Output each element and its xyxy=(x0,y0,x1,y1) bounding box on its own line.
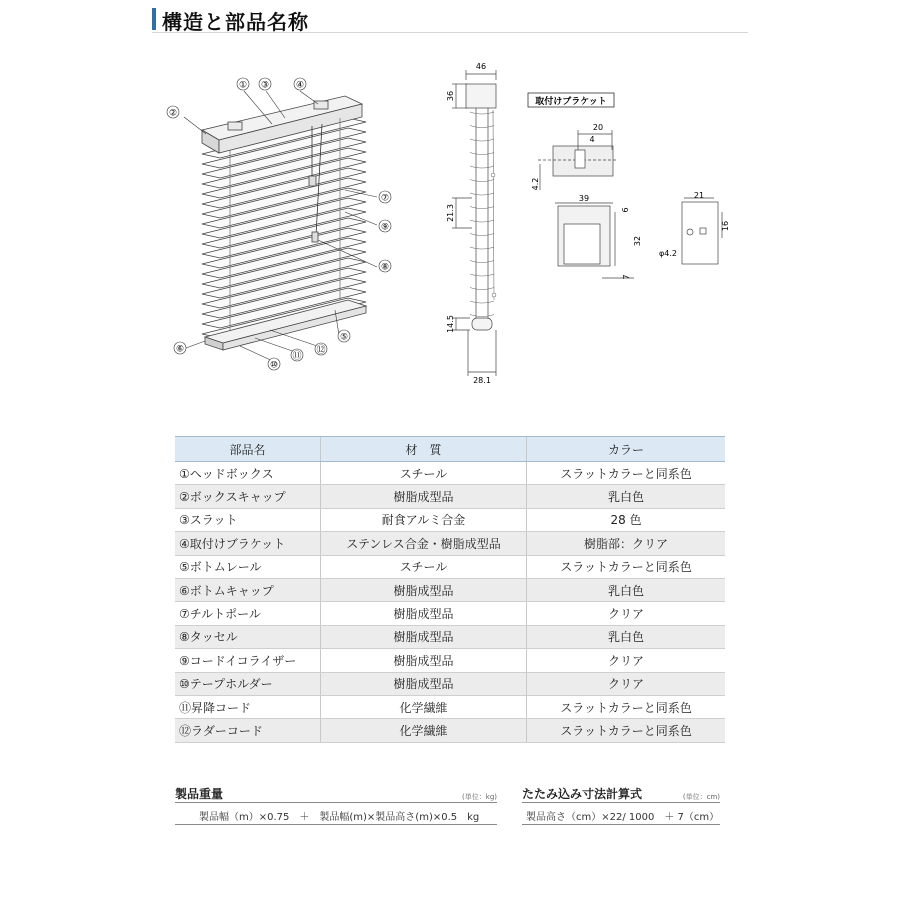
material-cell: 化学繊維 xyxy=(321,695,527,718)
dim-ladder-pitch: 21.3 xyxy=(446,204,455,222)
header-color: カラー xyxy=(527,437,726,462)
stack-divider xyxy=(522,802,720,803)
table-row xyxy=(175,578,725,601)
dim-hole: φ4.2 xyxy=(659,249,677,258)
dim-21: 21 xyxy=(693,191,705,200)
page-title: 構造と部品名称 xyxy=(162,10,309,34)
part-name-cell: ①ヘッドボックス xyxy=(175,462,321,485)
stack-bottom-rule xyxy=(522,824,720,825)
table-row xyxy=(175,625,725,648)
table-row xyxy=(175,695,725,718)
part-name-cell: ⑪昇降コード xyxy=(175,695,321,718)
part-name-cell: ⑦チルトポール xyxy=(175,602,321,625)
color-cell: クリア xyxy=(527,602,726,625)
side-profile-diagram xyxy=(440,58,510,390)
callout-label: ⑦ xyxy=(380,193,390,204)
side-slat xyxy=(470,301,494,303)
side-slat xyxy=(470,315,494,317)
table-header-row xyxy=(175,437,725,462)
table-row xyxy=(175,649,725,672)
bracket-label: 取付けブラケット xyxy=(535,97,607,107)
side-slat xyxy=(470,139,494,141)
material-cell: 樹脂成型品 xyxy=(321,485,527,508)
dim-6: 6 xyxy=(621,207,630,213)
header-part-name: 部品名 xyxy=(175,437,321,462)
parts-table xyxy=(175,436,725,743)
callout-label: ⑤ xyxy=(339,332,349,343)
table-row xyxy=(175,532,725,555)
material-cell: 樹脂成型品 xyxy=(321,625,527,648)
table-row xyxy=(175,719,725,742)
weight-unit: (単位：kg) xyxy=(462,793,497,801)
callout-label: ⑧ xyxy=(380,262,390,273)
title-accent-bar xyxy=(152,8,156,30)
part-name-cell: ⑩テープホルダー xyxy=(175,672,321,695)
part-name-cell: ⑧タッセル xyxy=(175,625,321,648)
color-cell: クリア xyxy=(527,672,726,695)
side-slat xyxy=(470,288,494,290)
side-slat xyxy=(470,153,494,155)
color-cell: 乳白色 xyxy=(527,485,726,508)
header-material: 材 質 xyxy=(321,437,527,462)
weight-title: 製品重量 xyxy=(175,787,224,801)
side-slat xyxy=(470,220,494,222)
side-slat xyxy=(470,261,494,263)
callout-label: ② xyxy=(168,108,178,119)
blind-structure-diagram xyxy=(160,70,400,380)
color-cell: 乳白色 xyxy=(527,625,726,648)
side-slat xyxy=(470,193,494,195)
material-cell: 樹脂成型品 xyxy=(321,602,527,625)
table-row xyxy=(175,672,725,695)
stack-section xyxy=(522,785,720,830)
stack-unit: (単位：cm) xyxy=(682,793,720,801)
material-cell: ステンレス合金・樹脂成型品 xyxy=(321,532,527,555)
weight-divider xyxy=(175,802,497,803)
side-slat xyxy=(470,207,494,209)
callout-label: ⑨ xyxy=(380,222,390,233)
callout-label: ④ xyxy=(295,80,305,91)
material-cell: 化学繊維 xyxy=(321,719,527,742)
color-cell: スラットカラーと同系色 xyxy=(527,555,726,578)
color-cell: クリア xyxy=(527,649,726,672)
callout-label: ⑩ xyxy=(269,360,279,371)
stack-formula: 製品高さ（cm）×22/ 1000 ＋ 7（cm） xyxy=(526,812,720,823)
callout-label: ① xyxy=(238,80,248,91)
material-cell: 樹脂成型品 xyxy=(321,649,527,672)
bracket-detail-diagram xyxy=(520,88,740,293)
dim-4-2: 4.2 xyxy=(531,177,540,191)
dim-bottom-height: 14.5 xyxy=(446,315,455,333)
dim-7: 7 xyxy=(622,274,631,280)
stack-title: たたみ込み寸法計算式 xyxy=(522,787,643,801)
parts-table-body xyxy=(175,462,725,743)
table-row xyxy=(175,508,725,531)
table-row xyxy=(175,602,725,625)
dim-20: 20 xyxy=(592,123,604,132)
dim-head-height: 36 xyxy=(446,90,455,102)
page-header xyxy=(152,6,748,33)
side-slat xyxy=(470,112,494,114)
color-cell: スラットカラーと同系色 xyxy=(527,462,726,485)
callout-label: ③ xyxy=(260,80,270,91)
callout-label: ⑪ xyxy=(292,351,302,362)
color-cell: スラットカラーと同系色 xyxy=(527,719,726,742)
dim-16: 16 xyxy=(721,220,730,232)
side-slat xyxy=(470,166,494,168)
dim-top-width: 46 xyxy=(475,62,487,71)
part-name-cell: ⑥ボトムキャップ xyxy=(175,578,321,601)
table-row xyxy=(175,462,725,485)
side-slat xyxy=(470,274,494,276)
color-cell: スラットカラーと同系色 xyxy=(527,695,726,718)
dim-bottom-width: 28.1 xyxy=(473,376,491,385)
part-name-cell: ⑤ボトムレール xyxy=(175,555,321,578)
color-cell: 乳白色 xyxy=(527,578,726,601)
material-cell: 樹脂成型品 xyxy=(321,672,527,695)
callout-label: ⑥ xyxy=(175,344,185,355)
material-cell: 耐食アルミ合金 xyxy=(321,508,527,531)
dim-39: 39 xyxy=(578,194,590,203)
side-slat xyxy=(470,234,494,236)
side-slat xyxy=(470,180,494,182)
dim-4: 4 xyxy=(589,135,595,144)
weight-section xyxy=(175,785,497,830)
dim-32: 32 xyxy=(633,235,642,247)
material-cell: スチール xyxy=(321,462,527,485)
part-name-cell: ⑨コードイコライザー xyxy=(175,649,321,672)
callout-label: ⑫ xyxy=(316,345,326,356)
table-row xyxy=(175,555,725,578)
weight-bottom-rule xyxy=(175,824,497,825)
color-cell: 28 色 xyxy=(527,508,726,531)
color-cell: 樹脂部：クリア xyxy=(527,532,726,555)
part-name-cell: ⑫ラダーコード xyxy=(175,719,321,742)
side-slat xyxy=(470,247,494,249)
side-slat xyxy=(470,126,494,128)
part-name-cell: ③スラット xyxy=(175,508,321,531)
part-name-cell: ④取付けブラケット xyxy=(175,532,321,555)
part-name-cell: ②ボックスキャップ xyxy=(175,485,321,508)
table-row xyxy=(175,485,725,508)
weight-formula: 製品幅（m）×0.75 ＋ 製品幅(m)×製品高さ(m)×0.5 kg xyxy=(199,812,480,823)
material-cell: 樹脂成型品 xyxy=(321,578,527,601)
material-cell: スチール xyxy=(321,555,527,578)
